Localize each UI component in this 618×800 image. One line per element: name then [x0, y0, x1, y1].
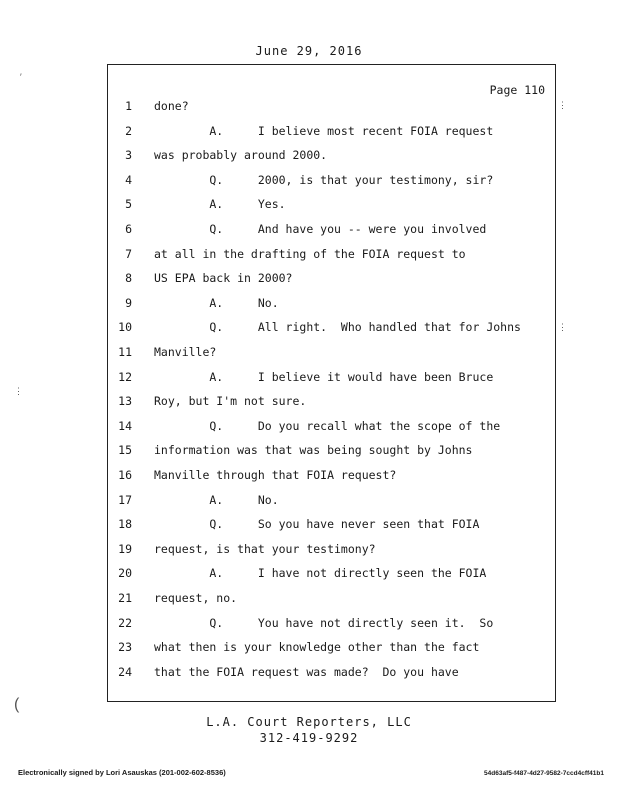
transcript-line — [108, 517, 557, 537]
scan-mark: ( — [14, 696, 20, 713]
transcript-line — [108, 173, 557, 193]
line-number: 18 — [118, 517, 132, 532]
transcript-line — [108, 468, 557, 488]
transcript-page — [107, 64, 556, 702]
line-number: 1 — [125, 99, 132, 113]
line-text: done? — [154, 99, 189, 113]
transcript-line — [108, 296, 557, 316]
line-text: A. Yes. — [154, 197, 286, 212]
line-number: 22 — [118, 615, 132, 630]
line-text: A. No. — [154, 492, 279, 507]
line-number: 5 — [125, 197, 132, 212]
line-text: at all in the drafting of the FOIA request to — [154, 246, 466, 261]
footer-company: L.A. Court Reporters, LLC — [206, 715, 412, 729]
line-number: 17 — [118, 492, 132, 507]
transcript-line — [108, 665, 557, 685]
scan-mark: ′ — [20, 72, 22, 82]
scan-mark: ⋮ — [558, 100, 567, 110]
line-text: A. I believe it would have been Bruce — [154, 369, 494, 384]
line-text: Manville through that FOIA request? — [154, 468, 397, 482]
scan-mark: ⋮ — [558, 322, 567, 332]
line-text: Manville? — [154, 345, 217, 359]
line-text: Q. All right. Who handled that for Johns — [154, 320, 521, 335]
line-text: Q. And have you -- were you involved — [154, 222, 487, 236]
line-number: 24 — [118, 664, 132, 679]
transcript-line — [108, 99, 557, 119]
transcript-line — [108, 591, 557, 611]
transcript-line — [108, 320, 557, 340]
line-text: Q. So you have never seen that FOIA — [154, 517, 480, 532]
line-text: A. I have not directly seen the FOIA — [154, 566, 487, 581]
line-number: 16 — [118, 468, 132, 482]
line-number: 10 — [118, 320, 132, 335]
line-number: 7 — [125, 246, 132, 261]
transcript-line — [108, 566, 557, 586]
transcript-line — [108, 443, 557, 463]
line-text: Roy, but I'm not sure. — [154, 394, 307, 409]
transcript-line — [108, 370, 557, 390]
transcript-line — [108, 616, 557, 636]
transcript-line — [108, 394, 557, 414]
line-number: 12 — [118, 369, 132, 384]
scan-mark: ⋮ — [14, 386, 23, 396]
line-number: 9 — [125, 295, 132, 310]
line-text: A. I believe most recent FOIA request — [154, 123, 494, 138]
line-text: US EPA back in 2000? — [154, 271, 293, 286]
transcript-line — [108, 640, 557, 660]
line-number: 6 — [125, 222, 132, 236]
line-number: 15 — [118, 443, 132, 458]
transcript-line — [108, 345, 557, 365]
line-number: 8 — [125, 271, 132, 286]
line-text: what then is your knowledge other than the fact — [154, 640, 480, 655]
transcript-line — [108, 419, 557, 439]
transcript-line — [108, 247, 557, 267]
transcript-line — [108, 542, 557, 562]
line-text: was probably around 2000. — [154, 148, 328, 163]
line-number: 20 — [118, 566, 132, 581]
transcript-line — [108, 197, 557, 217]
page-number: Page 110 — [489, 83, 545, 97]
line-text: request, is that your testimony? — [154, 541, 376, 556]
line-text: that the FOIA request was made? Do you have — [154, 664, 459, 679]
line-text: information was that was being sought by Johns — [154, 443, 473, 458]
line-text: Q. You have not directly seen it. So — [154, 615, 494, 630]
line-number: 11 — [118, 345, 132, 359]
transcript-line — [108, 493, 557, 513]
line-number: 21 — [118, 591, 132, 605]
line-number: 14 — [118, 418, 132, 433]
line-number: 19 — [118, 541, 132, 556]
line-text: Q. Do you recall what the scope of the — [154, 418, 501, 433]
line-text: A. No. — [154, 295, 279, 310]
transcript-line — [108, 271, 557, 291]
transcript-line — [108, 148, 557, 168]
line-number: 13 — [118, 394, 132, 409]
line-number: 2 — [125, 123, 132, 138]
footer-phone: 312-419-9292 — [259, 731, 359, 745]
line-text: Q. 2000, is that your testimony, sir? — [154, 172, 494, 187]
transcript-line — [108, 124, 557, 144]
line-number: 3 — [125, 148, 132, 163]
transcript-line — [108, 222, 557, 242]
signature-left: Electronically signed by Lori Asauskas (201-002-602-8536) — [18, 768, 226, 777]
signature-right: 54d63af5-f487-4d27-9582-7ccd4cff41b1 — [484, 770, 604, 777]
line-number: 4 — [125, 172, 132, 187]
line-number: 23 — [118, 640, 132, 655]
header-date: June 29, 2016 — [255, 44, 363, 58]
line-text: request, no. — [154, 591, 238, 605]
